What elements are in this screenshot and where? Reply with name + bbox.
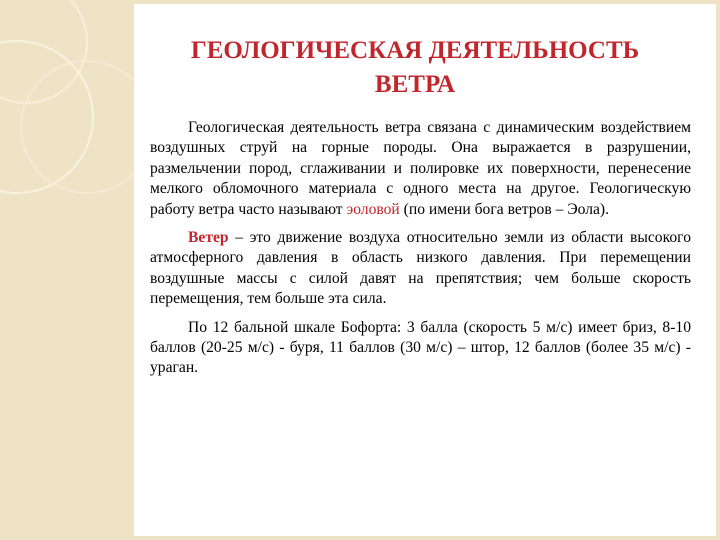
title-line-1: ГЕОЛОГИЧЕСКАЯ ДЕЯТЕЛЬНОСТЬ xyxy=(190,37,640,64)
para3-text: По 12 бальной шкале Бофорта: 3 балла (скорость 5 м/с) имеет бриз, 8-10 баллов (20-25 м/с) - буря, 11 баллов (30 м/с) – штор, 12 баллов (более 35 м/с) - ураган. xyxy=(150,318,691,377)
slide-title xyxy=(140,34,690,102)
frame-border-bottom xyxy=(134,536,720,540)
frame-border-top xyxy=(134,0,720,4)
paragraph-wind-definition xyxy=(150,228,691,310)
slide-body xyxy=(150,118,691,387)
para1-text-start: Геологическая деятельность ветра связана с динамическим воздействием воздушных струй на горные породы. Она выражается в разрушении, размельчении пород, сглаживании и полировке их поверхности, перенесение мелкого обломочного материала с одного места на другое. Геологическую работу ветра часто называют xyxy=(150,119,691,218)
frame-border-right xyxy=(716,0,720,540)
aeolian-highlight: эоловой xyxy=(346,200,400,218)
decorative-side-band xyxy=(0,0,134,540)
para1-text-end: (по имени бога ветров – Эола). xyxy=(399,200,609,218)
paragraph-beaufort-scale xyxy=(150,318,691,379)
paragraph-geological-activity xyxy=(150,118,691,220)
para2-text: – это движение воздуха относительно земли из области высокого атмосферного давления в область низкого давления. При перемещении воздушные массы с силой давят на препятствия; чем больше скорость перемещения, тем больше эта сила. xyxy=(150,229,691,308)
wind-term: Ветер xyxy=(188,229,229,247)
title-line-2: ВЕТРА xyxy=(374,71,456,98)
